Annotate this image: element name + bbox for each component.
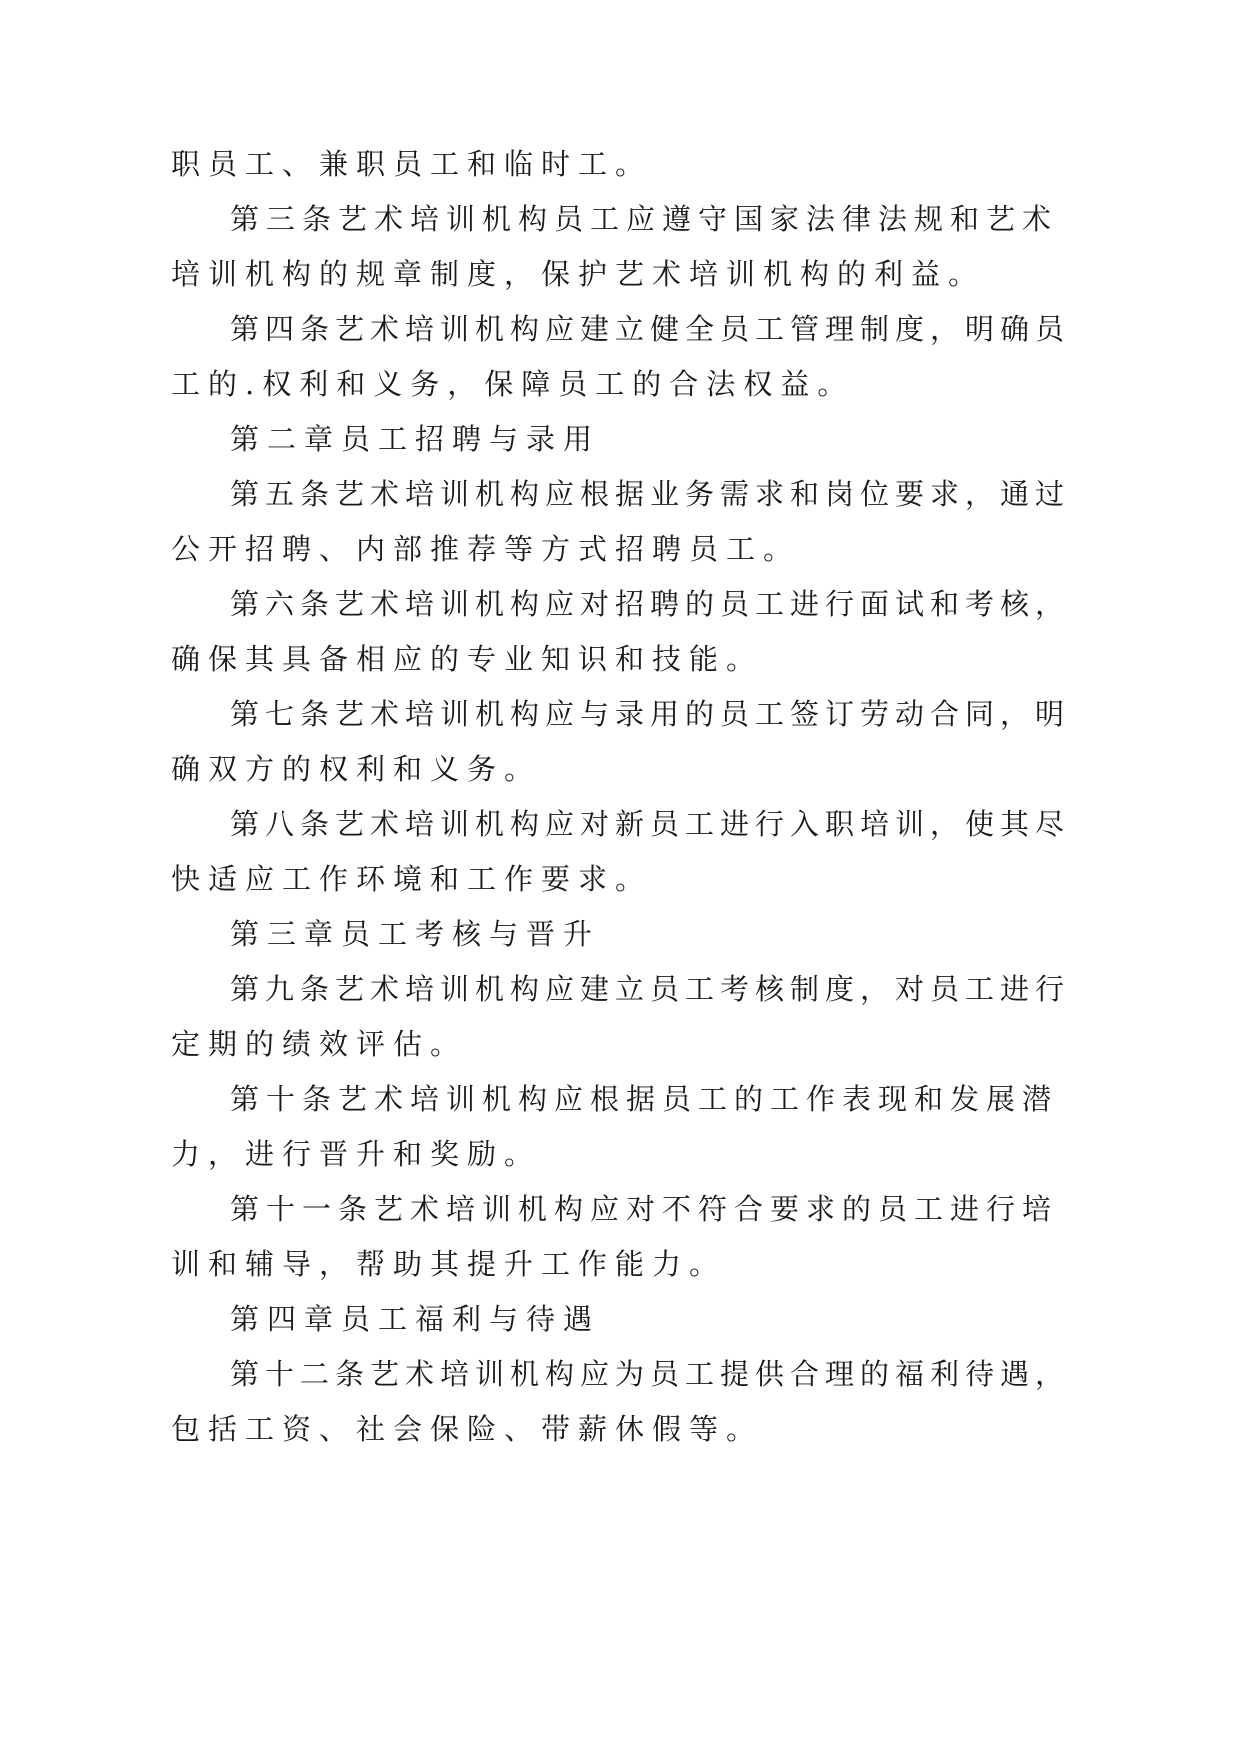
article-7-line-1: 第七条艺术培训机构应与录用的员工签订劳动合同，明 xyxy=(230,697,1071,731)
article-4-line-2: 工的.权利和义务，保障员工的合法权益。 xyxy=(171,367,855,401)
article-4-line-1: 第四条艺术培训机构应建立健全员工管理制度，明确员 xyxy=(230,312,1071,346)
article-6-line-1: 第六条艺术培训机构应对招聘的员工进行面试和考核， xyxy=(230,587,1071,621)
article-7-line-2: 确双方的权利和义务。 xyxy=(171,752,542,786)
article-5-line-2: 公开招聘、内部推荐等方式招聘员工。 xyxy=(171,532,801,566)
chapter-3-heading: 第三章员工考核与晋升 xyxy=(230,917,601,951)
article-12-line-1: 第十二条艺术培训机构应为员工提供合理的福利待遇， xyxy=(230,1357,1071,1391)
article-3-line-2: 培训机构的规章制度，保护艺术培训机构的利益。 xyxy=(171,257,986,291)
article-11-line-2: 训和辅导，帮助其提升工作能力。 xyxy=(171,1247,727,1281)
article-9-line-2: 定期的绩效评估。 xyxy=(171,1027,468,1061)
chapter-2-heading: 第二章员工招聘与录用 xyxy=(230,422,601,456)
article-8-line-1: 第八条艺术培训机构应对新员工进行入职培训，使其尽 xyxy=(230,807,1071,841)
article-9-line-1: 第九条艺术培训机构应建立员工考核制度，对员工进行 xyxy=(230,972,1071,1006)
text-line: 职员工、兼职员工和临时工。 xyxy=(171,147,653,181)
article-10-line-2: 力，进行晋升和奖励。 xyxy=(171,1137,542,1171)
article-10-line-1: 第十条艺术培训机构应根据员工的工作表现和发展潜 xyxy=(230,1082,1059,1116)
article-5-line-1: 第五条艺术培训机构应根据业务需求和岗位要求，通过 xyxy=(230,477,1071,511)
article-11-line-1: 第十一条艺术培训机构应对不符合要求的员工进行培 xyxy=(230,1192,1059,1226)
chapter-4-heading: 第四章员工福利与待遇 xyxy=(230,1302,601,1336)
article-6-line-2: 确保其具备相应的专业知识和技能。 xyxy=(171,642,764,676)
article-12-line-2: 包括工资、社会保险、带薪休假等。 xyxy=(171,1412,764,1446)
article-3-line-1: 第三条艺术培训机构员工应遵守国家法律法规和艺术 xyxy=(230,202,1059,236)
article-8-line-2: 快适应工作环境和工作要求。 xyxy=(171,862,653,896)
